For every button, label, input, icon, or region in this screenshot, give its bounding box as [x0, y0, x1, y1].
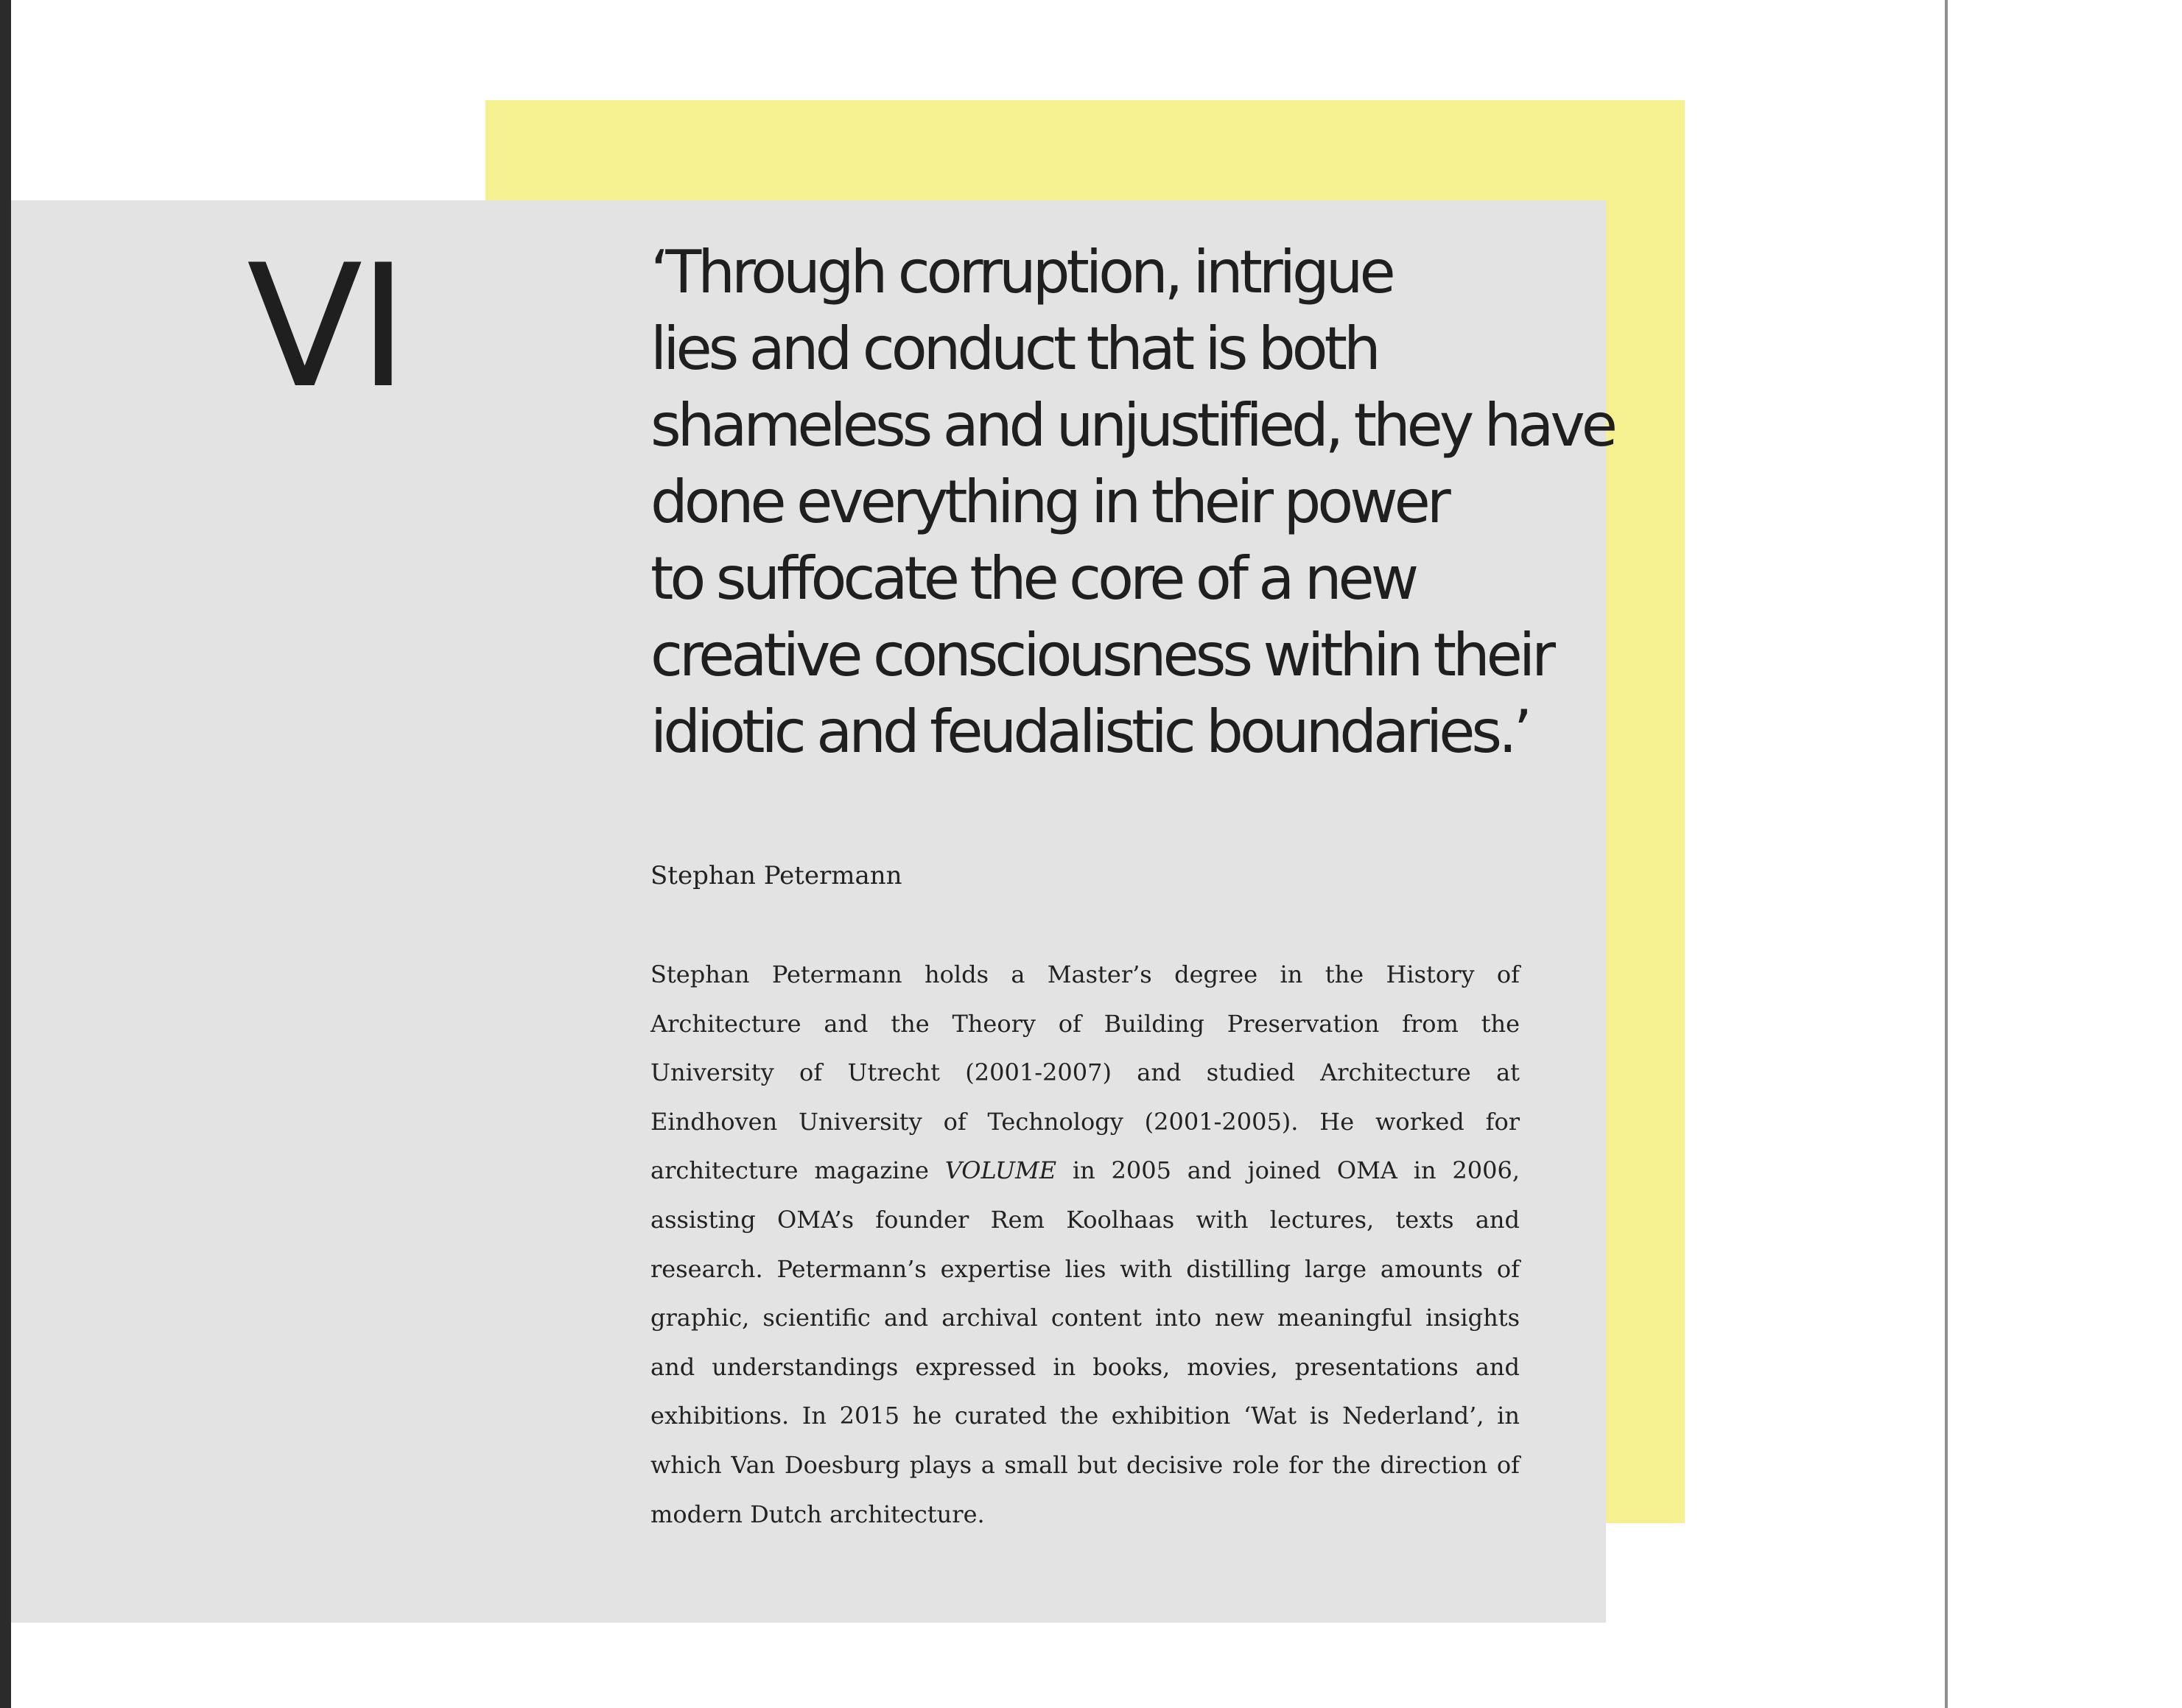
quote-line: lies and conduct that is both: [650, 314, 1378, 383]
author-bio: [650, 950, 1520, 1539]
bio-line: Eindhoven University of Technology (2001-2005). He worked for: [650, 1107, 1520, 1136]
bio-line: Stephan Petermann holds a Master’s degree in the History of: [650, 960, 1520, 988]
bio-line: assisting OMA’s founder Rem Koolhaas with lectures, texts and: [650, 1205, 1520, 1234]
viewer-left-edge: [0, 0, 11, 1708]
quote-line: ‘Through corruption, intrigue: [650, 238, 1392, 306]
pull-quote: [650, 234, 1614, 770]
chapter-numeral: VI: [247, 229, 404, 426]
author-name: Stephan Petermann: [650, 861, 902, 890]
quote-line: idiotic and feudalistic boundaries.’: [650, 697, 1529, 766]
quote-line: to suffocate the core of a new: [650, 544, 1416, 613]
page-right-border: [1945, 0, 1948, 1708]
bio-line: graphic, scientific and archival content into new meaningful insights: [650, 1304, 1520, 1332]
bio-line: exhibitions. In 2015 he curated the exhibition ‘Wat is Nederland’, in: [650, 1402, 1520, 1430]
quote-line: creative consciousness within their: [650, 621, 1552, 689]
quote-line: shameless and unjustified, they have: [650, 391, 1614, 460]
bio-line: modern Dutch architecture.: [650, 1500, 985, 1528]
bio-text: architecture magazine: [650, 1156, 945, 1185]
bio-line: research. Petermann’s expertise lies with distilling large amounts of: [650, 1254, 1520, 1283]
bio-line: and understandings expressed in books, movies, presentations and: [650, 1352, 1520, 1381]
magazine-title: VOLUME: [944, 1156, 1057, 1185]
bio-text: in 2005 and joined OMA in 2006,: [1056, 1156, 1520, 1185]
quote-line: done everything in their power: [650, 468, 1448, 536]
bio-line: [650, 1146, 1520, 1195]
bio-line: University of Utrecht (2001-2007) and studied Architecture at: [650, 1058, 1520, 1087]
bio-line: Architecture and the Theory of Building Preservation from the: [650, 1009, 1520, 1038]
bio-line: which Van Doesburg plays a small but decisive role for the direction of: [650, 1450, 1520, 1479]
